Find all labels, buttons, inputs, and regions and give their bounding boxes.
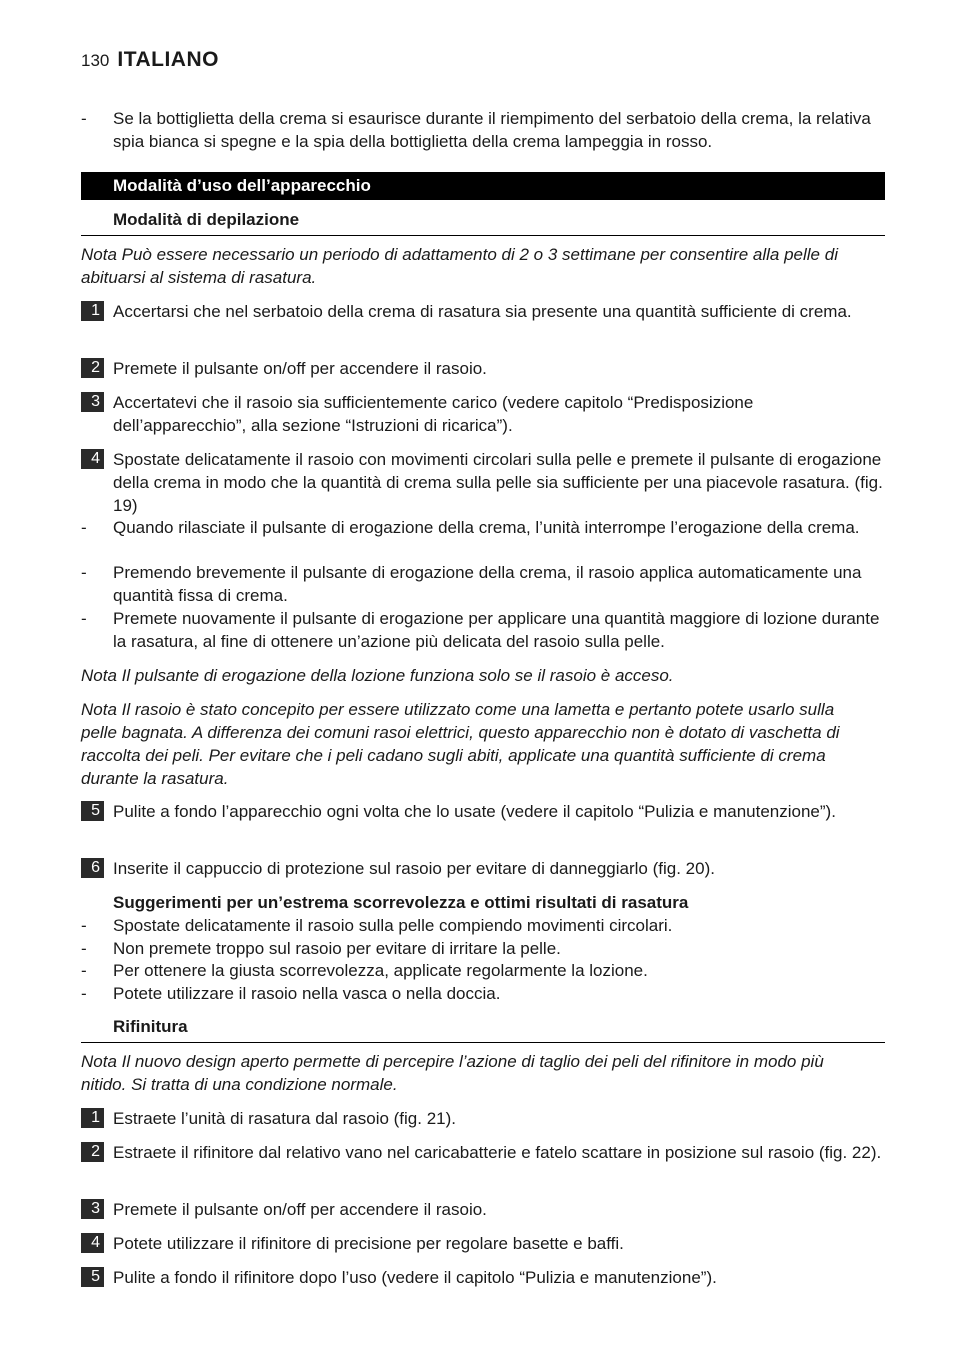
- step-item: [81, 1198, 885, 1221]
- step-text: Premete il pulsante on/off per accendere il rasoio.: [113, 359, 487, 378]
- step-item: [81, 857, 885, 880]
- tip-text: Non premete troppo sul rasoio per evitare di irritare la pelle.: [113, 939, 561, 958]
- tips-title: Suggerimenti per un’estrema scorrevolezza e ottimi risultati di rasatura: [113, 893, 689, 912]
- list-item: [81, 959, 885, 982]
- bullet-dash: -: [81, 609, 87, 628]
- step-number: 2: [81, 358, 104, 378]
- step-number: 5: [81, 801, 104, 821]
- list-item: [81, 516, 885, 539]
- note-wet-shaving: Nota Il rasoio è stato concepito per essere utilizzato come una lametta e pertanto potete usarlo sulla pelle bagnata. A differenza dei comuni rasoi elettrici, questo apparecchio non è dotato di vaschetta di raccolta dei peli. Per evitare che i peli cadano sugli abiti, applicate una quantità sufficiente di crema durante la rasatura.: [81, 700, 840, 788]
- bullet-text: Premendo brevemente il pulsante di erogazione della crema, il rasoio applica automaticamente una quantità fissa di crema.: [113, 563, 862, 605]
- step-item: [81, 357, 885, 380]
- section-title-bar: Modalità d’uso dell’apparecchio: [81, 172, 885, 200]
- step-item: [81, 448, 885, 517]
- list-item: [81, 607, 885, 653]
- bullet-dash: -: [81, 984, 87, 1003]
- step-item: [81, 1232, 885, 1255]
- step-number: 4: [81, 1233, 104, 1253]
- note-lotion-button: Nota Il pulsante di erogazione della lozione funziona solo se il rasoio è acceso.: [81, 666, 674, 685]
- tip-text: Spostate delicatamente il rasoio sulla pelle compiendo movimenti circolari.: [113, 916, 673, 935]
- step-item: [81, 391, 885, 437]
- step-text: Estraete l’unità di rasatura dal rasoio (fig. 21).: [113, 1109, 457, 1128]
- bullet-dash: -: [81, 916, 87, 935]
- step-item: [81, 1266, 885, 1289]
- step-text: Pulite a fondo l’apparecchio ogni volta che lo usate (vedere il capitolo “Pulizia e manutenzione”).: [113, 802, 836, 821]
- step-text: Premete il pulsante on/off per accendere il rasoio.: [113, 1200, 487, 1219]
- list-item: [81, 982, 885, 1005]
- step-item: [81, 300, 885, 323]
- page-header: [81, 48, 219, 72]
- language-title: ITALIANO: [117, 48, 219, 71]
- bullet-dash: -: [81, 563, 87, 582]
- bullet-dash: -: [81, 939, 87, 958]
- step-text: Accertarsi che nel serbatoio della crema di rasatura sia presente una quantità sufficiente di crema.: [113, 302, 852, 321]
- intro-bullet: [81, 107, 885, 153]
- subsection-title-depilazione: Modalità di depilazione: [81, 209, 885, 236]
- step-item: [81, 800, 885, 823]
- step-item: [81, 1141, 885, 1164]
- step-text: Accertatevi che il rasoio sia sufficientemente carico (vedere capitolo “Predisposizione dell’apparecchio”, alla sezione “Istruzioni di ricarica”).: [113, 393, 754, 435]
- tip-text: Per ottenere la giusta scorrevolezza, applicate regolarmente la lozione.: [113, 961, 648, 980]
- step-number: 1: [81, 1108, 104, 1128]
- step-text: Estraete il rifinitore dal relativo vano nel caricabatterie e fatelo scattare in posizione sul rasoio (fig. 22).: [113, 1143, 882, 1162]
- note-trimmer-design: Nota Il nuovo design aperto permette di percepire l’azione di taglio dei peli del rifinitore in modo più nitido. Si tratta di una condizione normale.: [81, 1052, 824, 1094]
- bullet-text: Premete nuovamente il pulsante di erogazione per applicare una quantità maggiore di lozione durante la rasatura, al fine di ottenere un’azione più delicata del rasoio sulla pelle.: [113, 609, 880, 651]
- step-item: [81, 1107, 885, 1130]
- step-text: Inserite il cappuccio di protezione sul rasoio per evitare di danneggiarlo (fig. 20).: [113, 859, 715, 878]
- step-text: Potete utilizzare il rifinitore di precisione per regolare basette e baffi.: [113, 1234, 624, 1253]
- list-item: [81, 937, 885, 960]
- step-number: 3: [81, 392, 104, 412]
- intro-bullet-text: Se la bottiglietta della crema si esaurisce durante il riempimento del serbatoio della crema, la relativa spia bianca si spegne e la spia della bottiglietta della crema lampeggia in rosso.: [113, 109, 871, 151]
- step-number: 3: [81, 1199, 104, 1219]
- bullet-dash: -: [81, 518, 87, 537]
- step-number: 2: [81, 1142, 104, 1162]
- bullet-text: Quando rilasciate il pulsante di erogazione della crema, l’unità interrompe l’erogazione della crema.: [113, 518, 860, 537]
- step-number: 4: [81, 449, 104, 469]
- note-adaptation: Nota Può essere necessario un periodo di adattamento di 2 o 3 settimane per consentire alla pelle di abituarsi al sistema di rasatura.: [81, 245, 838, 287]
- tip-text: Potete utilizzare il rasoio nella vasca o nella doccia.: [113, 984, 501, 1003]
- list-item: [81, 561, 885, 607]
- step-number: 5: [81, 1267, 104, 1287]
- step-number: 6: [81, 858, 104, 878]
- subsection-title-rifinitura: Rifinitura: [81, 1016, 885, 1043]
- page-number: 130: [81, 51, 110, 70]
- step-text: Pulite a fondo il rifinitore dopo l’uso (vedere il capitolo “Pulizia e manutenzione”).: [113, 1268, 717, 1287]
- list-item: [81, 914, 885, 937]
- step-number: 1: [81, 301, 104, 321]
- bullet-dash: -: [81, 961, 87, 980]
- bullet-dash: -: [81, 109, 87, 128]
- step-text: Spostate delicatamente il rasoio con movimenti circolari sulla pelle e premete il pulsante di erogazione della crema in modo che la quantità di crema sulla pelle sia sufficiente per una piacevole rasatura. (fig. 19): [113, 450, 883, 515]
